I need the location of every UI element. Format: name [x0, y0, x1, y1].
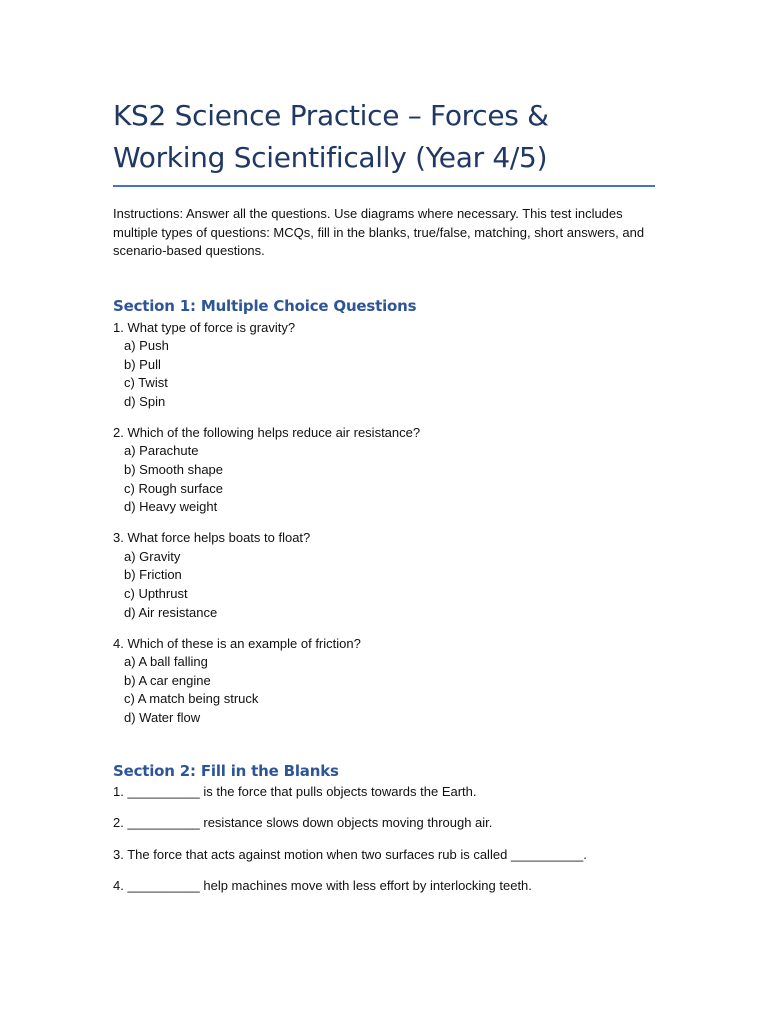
answer-option: a) Push — [124, 338, 169, 354]
answer-option: d) Spin — [124, 393, 166, 409]
answer-option: c) Upthrust — [124, 586, 188, 601]
question-text: 1. What type of force is gravity? — [113, 319, 296, 335]
answer-option: d) Water flow — [124, 709, 201, 725]
question-text: 2. Which of the following helps reduce air resistance? — [113, 424, 421, 440]
answer-option: a) A ball falling — [124, 654, 208, 670]
fill-blank-item: 3. The force that acts against motion when two surfaces rub is called __________. — [113, 846, 587, 862]
mcq-question-4 — [113, 635, 655, 728]
question-text: 3. What force helps boats to float? — [113, 530, 311, 546]
answer-option: c) A match being struck — [124, 691, 259, 707]
section-2-heading: Section 2: Fill in the Blanks — [113, 761, 339, 780]
section-1-heading: Section 1: Multiple Choice Questions — [113, 296, 417, 315]
answer-option: d) Heavy weight — [124, 499, 218, 515]
instructions-text: Instructions: Answer all the questions. Use diagrams where necessary. This test includes multiple types of questions: MCQs, fill in the blanks, true/false, matching, short answers, and scenario-based questions. — [113, 206, 645, 258]
answer-option: b) Pull — [124, 356, 161, 372]
title-line-1: KS2 Science Practice – Forces & — [113, 99, 549, 132]
answer-option: c) Twist — [124, 375, 168, 391]
answer-option: b) Friction — [124, 567, 182, 583]
fill-blank-item: 4. __________ help machines move with less effort by interlocking teeth. — [113, 878, 532, 894]
answer-option: b) Smooth shape — [124, 462, 224, 478]
answer-option: a) Parachute — [124, 443, 199, 459]
mcq-question-2 — [113, 424, 655, 517]
answer-option: b) A car engine — [124, 672, 211, 688]
mcq-question-1 — [113, 319, 655, 412]
question-text: 4. Which of these is an example of friction? — [113, 635, 361, 651]
fill-blank-item: 1. __________ is the force that pulls objects towards the Earth. — [113, 783, 477, 799]
document-page — [113, 95, 655, 896]
fill-blank-item: 2. __________ resistance slows down objects moving through air. — [113, 815, 493, 831]
answer-option: d) Air resistance — [124, 604, 218, 620]
document-title — [113, 95, 655, 187]
fill-blank-list — [113, 783, 655, 896]
mcq-list — [113, 319, 655, 728]
answer-option: c) Rough surface — [124, 480, 223, 496]
mcq-question-3 — [113, 529, 655, 622]
answer-option: a) Gravity — [124, 548, 181, 564]
title-line-2: Working Scientifically (Year 4/5) — [113, 141, 548, 174]
